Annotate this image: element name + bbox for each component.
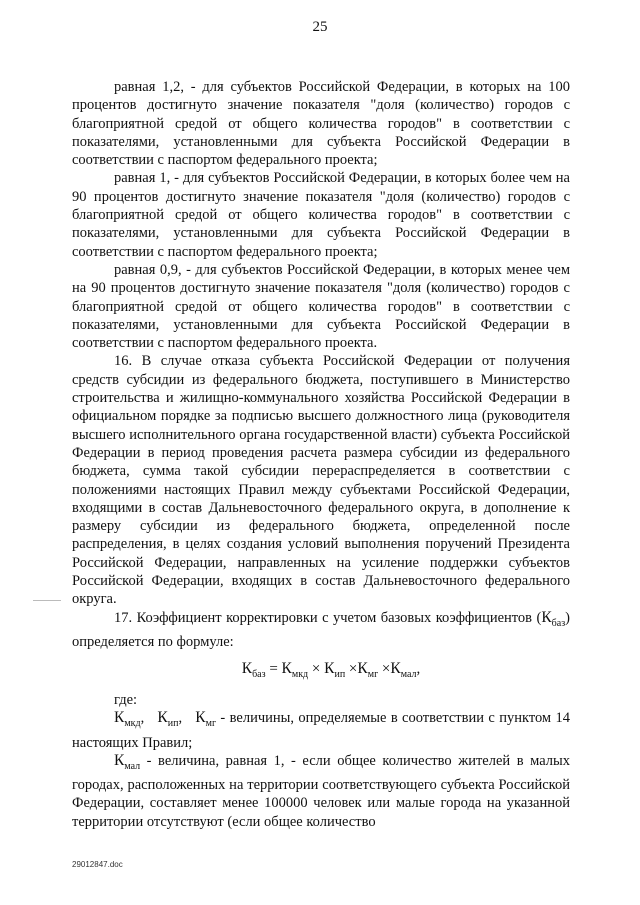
formula-end: ,: [416, 661, 421, 678]
sub-mal: мал: [400, 669, 417, 681]
formula: [72, 657, 570, 687]
scan-mark: [33, 600, 61, 601]
k-symbol: К: [541, 608, 552, 626]
k-symbol: К: [114, 709, 125, 727]
p17-close: ) определяется по формуле:: [72, 609, 570, 650]
sub-ip: ип: [334, 669, 346, 681]
sub-mal: мал: [124, 760, 141, 772]
k-symbol: К: [324, 660, 335, 678]
values-definition: $К_{мкд}$, $К_{ип}$, $К_{мг}$ - величины, определяемые в соответствии с пунктом 14 настоящих Правил;: [72, 709, 570, 751]
sub-mkd: мкд: [291, 669, 309, 681]
sub-baz: баз: [252, 669, 266, 681]
page-number: 25: [312, 19, 328, 35]
paragraph: равная 1,2, - для субъектов Российской Федерации, в которых на 100 процентов достигнуто значение показателя "доля (количество) городов с благоприятной средой от общего количества городов" в соответствии с показателями, установленными для субъекта Российской Федерации в соответствии с паспортом федерального проекта;: [72, 79, 570, 169]
times-sign: ×: [345, 661, 358, 678]
sub-mg: мг: [205, 718, 217, 730]
k-symbol: К: [281, 660, 292, 678]
paragraph-17: [72, 609, 570, 651]
footer-filename: 29012847.doc: [72, 860, 123, 869]
sub-mkd: мкд: [124, 718, 141, 730]
k-symbol: К: [195, 709, 206, 727]
sub-mg: мг: [367, 669, 379, 681]
k-symbol: К: [390, 660, 401, 678]
k-symbol: К: [157, 709, 168, 727]
paragraph: равная 1, - для субъектов Российской Федерации, в которых более чем на 90 процентов достигнуто значение показателя "доля (количество) городов с благоприятной средой от общего количества городов" в соответствии с показателями, установленными для субъекта Российской Федерации в соответствии с паспортом федерального проекта;: [72, 170, 570, 260]
p17-open: (: [536, 609, 542, 626]
document-body: [72, 78, 570, 831]
paragraph-16: 16. В случае отказа субъекта Российской Федерации от получения средств субсидии из федерального бюджета, поступившего в Министерство строительства и жилищно-коммунального хозяйства Российской Федерации в официальном порядке за подписью высшего должностного лица (руководителя высшего исполнительного органа государственной власти) субъекта Российской Федерации в период проведения расчета размера субсидии из федерального бюджета, сумма такой субсидии перераспределяется в соответствии с положениями настоящих Правил между субъектами Российской Федерации, входящими в состав Дальневосточного федерального округа, в дополнение к размеру субсидии из федерального бюджета, определенной после распределения, в целях создания условий выполнения поручений Президента Российской Федерации, направленных на усиление поддержки субъектов Российской Федерации, входящих в состав Дальневосточного федерального округа.: [72, 353, 570, 608]
mal-def-text: - величина, равная 1, - если общее количество жителей в малых городах, расположенных на территории соответствующего субъекта Российской Федерации, составляет менее 100000 человек или малые города на указанной территории отсутствуют (если общее количество: [72, 752, 570, 830]
k-symbol: К: [114, 751, 125, 769]
sub-ip: ип: [167, 718, 179, 730]
times-sign: ×: [378, 661, 391, 678]
values-def-text: - величины, определяемые в соответствии с пунктом 14 настоящих Правил;: [72, 710, 570, 751]
k-symbol: К: [241, 660, 253, 678]
eq-sign: =: [265, 661, 282, 678]
times-sign: ×: [308, 661, 325, 678]
paragraph: равная 0,9, - для субъектов Российской Федерации, в которых менее чем на 90 процентов достигнуто значение показателя "доля (количество) городов с благоприятной средой от общего количества городов" в соответствии с показателями, установленными для субъекта Российской Федерации в соответствии с паспортом федерального проекта.: [72, 261, 570, 352]
mal-definition: [72, 752, 570, 831]
where-label: где:: [114, 692, 138, 709]
p17-text: 17. Коэффициент корректировки с учетом базовых коэффициентов: [114, 609, 533, 626]
k-symbol: К: [357, 660, 368, 678]
sub-baz: баз: [551, 617, 566, 629]
